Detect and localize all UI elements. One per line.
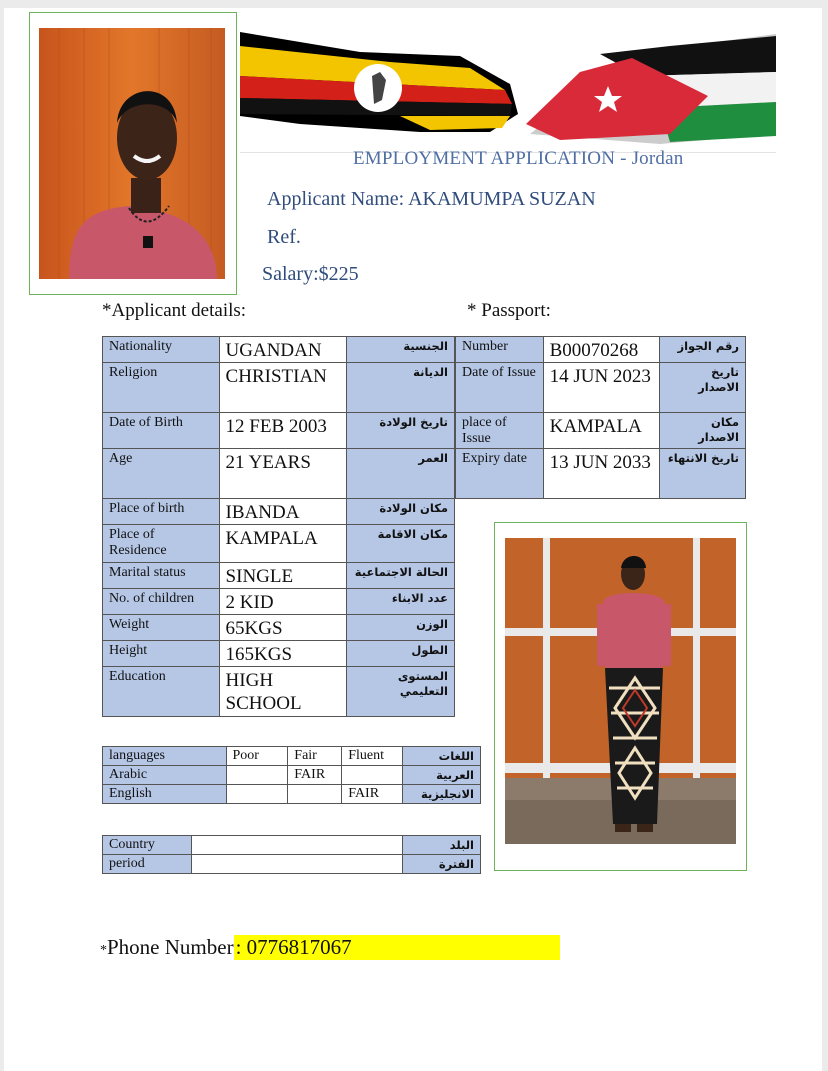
detail-arabic-label: الديانة	[347, 363, 455, 413]
detail-arabic-label: الحالة الاجتماعية	[347, 563, 455, 589]
languages-header-fluent: Fluent	[342, 747, 403, 766]
page-title: EMPLOYMENT APPLICATION - Jordan	[353, 148, 684, 169]
details-row	[103, 337, 455, 363]
language-arabic: الانجليزية	[403, 785, 481, 804]
detail-value: KAMPALA	[219, 525, 347, 563]
language-fair	[288, 785, 342, 804]
passport-table	[455, 336, 746, 499]
applicant-details-label: *Applicant details:	[102, 300, 247, 321]
languages-table	[102, 746, 481, 804]
details-row	[103, 589, 455, 615]
application-page	[4, 8, 822, 1071]
passport-value: KAMPALA	[543, 413, 660, 449]
experience-arabic-label: البلد	[403, 836, 481, 855]
passport-label: Number	[456, 337, 544, 363]
detail-label: Age	[103, 449, 220, 499]
passport-arabic-label: تاريخ الانتهاء	[660, 449, 746, 499]
detail-value: CHRISTIAN	[219, 363, 347, 413]
experience-label: Country	[103, 836, 192, 855]
detail-label: No. of children	[103, 589, 220, 615]
detail-label: Religion	[103, 363, 220, 413]
languages-header-fair: Fair	[288, 747, 342, 766]
detail-value: 12 FEB 2003	[219, 413, 347, 449]
detail-value: 65KGS	[219, 615, 347, 641]
passport-value: B00070268	[543, 337, 660, 363]
details-row	[103, 525, 455, 563]
passport-value: 14 JUN 2023	[543, 363, 660, 413]
passport-label: place of Issue	[456, 413, 544, 449]
detail-value: IBANDA	[219, 499, 347, 525]
detail-arabic-label: مكان الولادة	[347, 499, 455, 525]
experience-value	[191, 836, 402, 855]
detail-arabic-label: تاريخ الولادة	[347, 413, 455, 449]
detail-label: Education	[103, 667, 220, 717]
passport-label: * Passport:	[467, 300, 551, 321]
details-row	[103, 413, 455, 449]
phone-line	[100, 935, 560, 960]
detail-arabic-label: العمر	[347, 449, 455, 499]
passport-arabic-label: تاريخ الاصدار	[660, 363, 746, 413]
languages-header-arabic: اللغات	[403, 747, 481, 766]
detail-arabic-label: مكان الاقامة	[347, 525, 455, 563]
details-row	[103, 641, 455, 667]
passport-label: Date of Issue	[456, 363, 544, 413]
passport-row	[456, 413, 746, 449]
passport-row	[456, 363, 746, 413]
phone-label: Phone Number	[107, 935, 234, 959]
passport-row	[456, 337, 746, 363]
applicant-name: Applicant Name: AKAMUMPA SUZAN	[267, 188, 596, 210]
passport-arabic-label: مكان الاصدار	[660, 413, 746, 449]
uganda-flag-hand	[240, 32, 518, 132]
language-fair: FAIR	[288, 766, 342, 785]
phone-number: : 0776817067	[234, 935, 560, 960]
salary: Salary:$225	[262, 263, 359, 285]
detail-arabic-label: المستوى التعليمي	[347, 667, 455, 717]
phone-asterisk: *	[100, 943, 107, 958]
experience-row	[103, 855, 481, 874]
experience-arabic-label: الفترة	[403, 855, 481, 874]
detail-label: Marital status	[103, 563, 220, 589]
passport-arabic-label: رقم الجواز	[660, 337, 746, 363]
detail-label: Date of Birth	[103, 413, 220, 449]
details-row	[103, 615, 455, 641]
language-poor	[226, 785, 288, 804]
languages-header-label: languages	[103, 747, 227, 766]
reference: Ref.	[267, 226, 301, 248]
detail-label: Place of birth	[103, 499, 220, 525]
details-row	[103, 563, 455, 589]
details-row	[103, 449, 455, 499]
applicant-details-table	[102, 336, 455, 717]
detail-arabic-label: عدد الابناء	[347, 589, 455, 615]
experience-table	[102, 835, 481, 874]
details-row	[103, 499, 455, 525]
jordan-flag-hand	[526, 34, 776, 144]
detail-label: Height	[103, 641, 220, 667]
passport-label: Expiry date	[456, 449, 544, 499]
passport-value: 13 JUN 2033	[543, 449, 660, 499]
language-poor	[226, 766, 288, 785]
language-name: English	[103, 785, 227, 804]
detail-value: 21 YEARS	[219, 449, 347, 499]
experience-value	[191, 855, 402, 874]
language-name: Arabic	[103, 766, 227, 785]
experience-row	[103, 836, 481, 855]
detail-label: Weight	[103, 615, 220, 641]
detail-value: HIGH SCHOOL	[219, 667, 347, 717]
language-row	[103, 785, 481, 804]
languages-header-row	[103, 747, 481, 766]
detail-label: Place of Residence	[103, 525, 220, 563]
language-fluent: FAIR	[342, 785, 403, 804]
language-row	[103, 766, 481, 785]
detail-value: 165KGS	[219, 641, 347, 667]
languages-header-poor: Poor	[226, 747, 288, 766]
full-body-photo	[505, 538, 736, 844]
detail-label: Nationality	[103, 337, 220, 363]
portrait-photo	[39, 28, 225, 279]
flag-handshake-banner	[240, 24, 776, 152]
detail-value: UGANDAN	[219, 337, 347, 363]
portrait-photo-frame	[29, 12, 237, 295]
detail-arabic-label: الوزن	[347, 615, 455, 641]
language-fluent	[342, 766, 403, 785]
experience-label: period	[103, 855, 192, 874]
details-row	[103, 363, 455, 413]
detail-value: SINGLE	[219, 563, 347, 589]
detail-arabic-label: الطول	[347, 641, 455, 667]
detail-value: 2 KID	[219, 589, 347, 615]
details-row	[103, 667, 455, 717]
full-body-photo-frame	[494, 522, 747, 871]
passport-row	[456, 449, 746, 499]
language-arabic: العربية	[403, 766, 481, 785]
detail-arabic-label: الجنسية	[347, 337, 455, 363]
